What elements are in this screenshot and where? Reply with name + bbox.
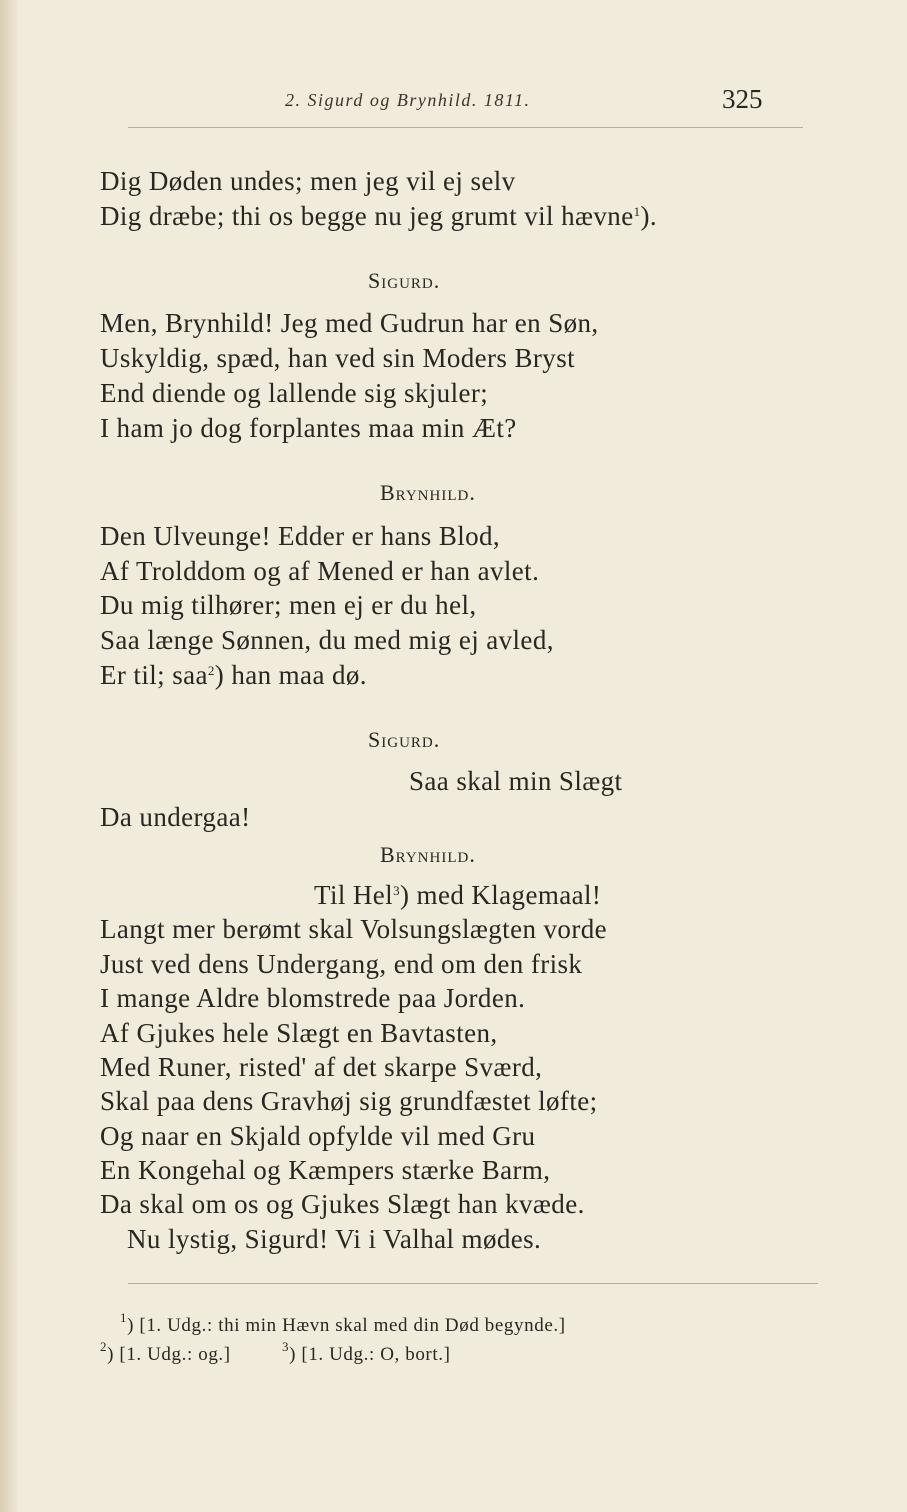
verse-line: Dig Døden undes; men jeg vil ej selv [100,166,516,196]
verse-line: Skal paa dens Gravhøj sig grundfæstet løfte; [100,1086,598,1116]
verse-line: Da skal om os og Gjukes Slægt han kvæde. [100,1189,585,1219]
verse-line: I ham jo dog forplantes maa min Æt? [100,413,517,443]
speaker-name: Brynhild. [380,842,476,867]
verse-line: Er til; saa$^2$) han maa dø. [100,660,367,690]
verse-line: Dig dræbe; thi os begge nu jeg grumt vil hævne$^1$). [100,201,658,231]
footnote-ref: 1 [633,204,641,219]
page-number: 325 [722,84,763,114]
verse-line: Af Trolddom og af Mened er han avlet. [100,556,540,586]
verse-line: Just ved dens Undergang, end om den frisk [100,949,583,979]
verse-line: Nu lystig, Sigurd! Vi i Valhal mødes. [127,1224,542,1254]
speaker-name: Brynhild. [380,480,476,505]
verse-line: Med Runer, risted' af det skarpe Sværd, [100,1052,543,1082]
speaker-name: Sigurd. [368,268,441,293]
verse-line: En Kongehal og Kæmpers stærke Barm, [100,1155,551,1185]
verse-line: Langt mer berømt skal Volsungslægten vorde [100,914,607,944]
running-title: 2. Sigurd og Brynhild. 1811. [285,90,531,110]
footnote-rule [128,1283,818,1284]
verse-line: Og naar en Skjald opfylde vil med Gru [100,1121,536,1151]
verse-line: Da undergaa! [100,802,251,832]
footnote-ref: 2 [207,663,215,678]
verse-line: End diende og lallende sig skjuler; [100,378,489,408]
verse-line: Til Hel$^3$) med Klagemaal! [314,880,602,910]
verse-line: Saa længe Sønnen, du med mig ej avled, [100,625,554,655]
header-rule [128,127,803,128]
page-header [0,84,907,120]
footnote: $^3$) [1. Udg.: O, bort.] [282,1339,451,1365]
footnote: $^2$) [1. Udg.: og.] [100,1339,231,1365]
verse-line: Du mig tilhører; men ej er du hel, [100,590,477,620]
verse-line: Af Gjukes hele Slægt en Bavtasten, [100,1018,498,1048]
footnote-ref: 3 [393,883,400,898]
verse-line: Saa skal min Slægt [409,766,623,796]
speaker-name: Sigurd. [368,727,441,752]
verse-line: Men, Brynhild! Jeg med Gudrun har en Søn, [100,308,599,338]
verse-line: Uskyldig, spæd, han ved sin Moders Bryst [100,343,575,373]
verse-line: Den Ulveunge! Edder er hans Blod, [100,521,501,551]
verse-line: I mange Aldre blomstrede paa Jorden. [100,983,526,1013]
footnote: $^1$) [1. Udg.: thi min Hævn skal med din Død begynde.] [120,1310,566,1336]
page-binding-shadow [0,0,18,1512]
